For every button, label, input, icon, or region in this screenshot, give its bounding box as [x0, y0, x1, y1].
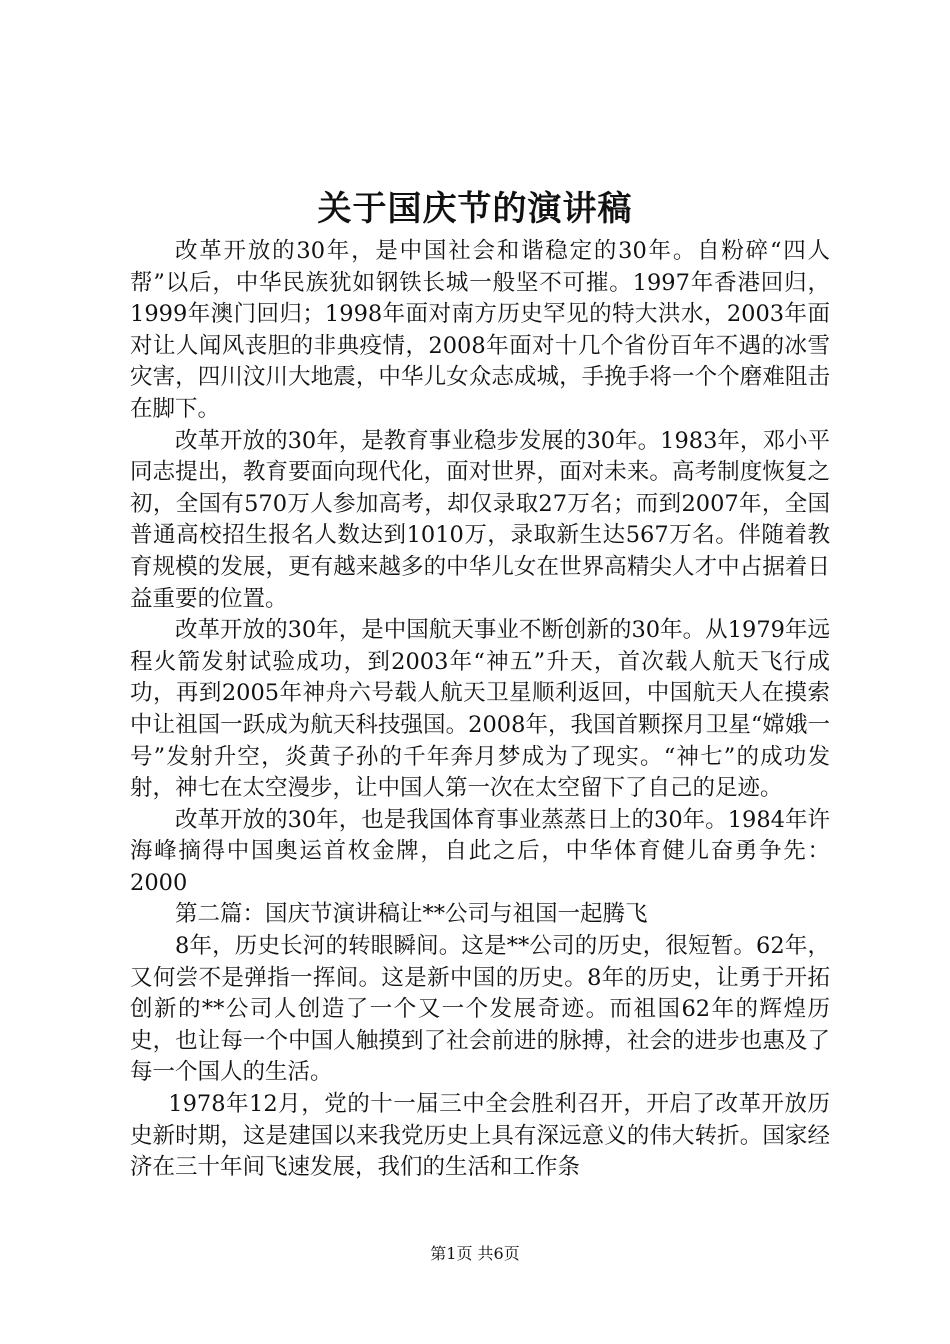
paragraph-sports: 改革开放的30年，也是我国体育事业蒸蒸日上的30年。1984年许海峰摘得中国奥运首枚金牌，自此之后，中华体育健儿奋勇争先：2000 — [130, 806, 830, 896]
section-heading-second-article: 第二篇：国庆节演讲稿让**公司与祖国一起腾飞 — [175, 901, 648, 928]
paragraph-education: 改革开放的30年，是教育事业稳步发展的30年。1983年，邓小平同志提出，教育要面向现代化，面对世界，面对未来。高考制度恢复之初，全国有570万人参加高考，却仅录取27万名；而到2007年，全国普通高校招生报名人数达到1010万，录取新生达567万名。伴随着教育规模的发展，更有越来越多的中华儿女在世界高精尖人才中占据着日益重要的位置。 — [130, 427, 830, 612]
paragraph-aerospace: 改革开放的30年，是中国航天事业不断创新的30年。从1979年远程火箭发射试验成功，到2003年“神五”升天，首次载人航天飞行成功，再到2005年神舟六号载人航天卫星顺利返回，中国航天人在摸索中让祖国一跃成为航天科技强国。2008年，我国首颗探月卫星“嫦娥一号”发射升空，炎黄子孙的千年奔月梦成为了现实。“神七”的成功发射，神七在太空漫步，让中国人第一次在太空留下了自己的足迹。 — [130, 617, 830, 802]
document-body — [130, 236, 830, 1184]
paragraph-company-history: 8年，历史长河的转眼瞬间。这是**公司的历史，很短暂。62年，又何尝不是弹指一挥间。这是新中国的历史。8年的历史，让勇于开拓创新的**公司人创造了一个又一个发展奇迹。而祖国62年的辉煌历史，也让每一个中国人触摸到了社会前进的脉搏，社会的进步也惠及了每一个国人的生活。 — [130, 933, 830, 1086]
page-footer: 第1页 共6页 — [430, 1244, 520, 1263]
paragraph-social-stability: 改革开放的30年，是中国社会和谐稳定的30年。自粉碎“四人帮”以后，中华民族犹如钢铁长城一般坚不可摧。1997年香港回归，1999年澳门回归；1998年面对南方历史罕见的特大洪水，2003年面对让人闻风丧胆的非典疫情，2008年面对十几个省份百年不遇的冰雪灾害，四川汶川大地震，中华儿女众志成城，手挽手将一个个磨难阻击在脚下。 — [130, 238, 830, 422]
paragraph-reform-opening: 1978年12月，党的十一届三中全会胜利召开，开启了改革开放历史新时期，这是建国以来我党历史上具有深远意义的伟大转折。国家经济在三十年间飞速发展，我们的生活和工作条 — [130, 1091, 830, 1181]
document-title: 关于国庆节的演讲稿 — [317, 189, 633, 229]
